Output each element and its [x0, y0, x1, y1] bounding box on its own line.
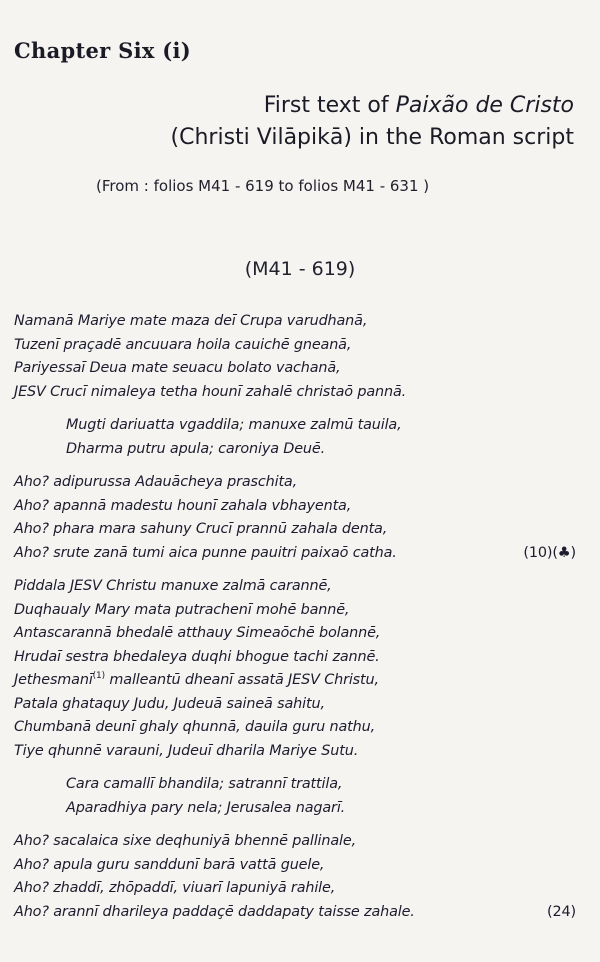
verse-line — [14, 901, 586, 925]
line-number: (24) — [547, 903, 576, 920]
verse-line — [14, 669, 586, 693]
title-italic: Paixão de Cristo — [395, 93, 574, 118]
verse-line: Namanā Mariye mate maza deī Crupa varudhanā, — [14, 313, 368, 329]
stanza — [14, 471, 586, 565]
verse-line: Aho? phara mara sahuny Crucī prannū zahala denta, — [14, 521, 388, 537]
verse-line: Aho? apannā madestu hounī zahala vbhayenta, — [14, 497, 352, 514]
verse-line: Aho? zhaddī, zhōpaddī, viuarī lapuniyā rahile, — [14, 880, 336, 896]
verse-line: Cara camallī bhandila; satrannī trattila, — [66, 776, 343, 792]
verse-line: Duqhaualy Mary mata putrachenī mohē bannē, — [14, 601, 350, 618]
verse-line: JESV Crucī nimaleya tetha hounī zahalē christaō pannā. — [14, 383, 407, 400]
refrain-stanza — [14, 414, 586, 461]
verse-line: Aho? adipurussa Adauācheya praschita, — [14, 474, 298, 490]
chapter-heading: Chapter Six (i) — [14, 38, 192, 63]
folio-heading: (M41 - 619) — [244, 258, 356, 280]
verse-line: Hrudaī sestra bhedaleya duqhi bhogue tachi zannē. — [14, 648, 380, 665]
verse-line: Dharma putru apula; caroniya Deuē. — [66, 440, 326, 457]
verse-line: Aho? apula guru sanddunī barā vattā guele, — [14, 856, 325, 873]
verse-line: Patala ghataquy Judu, Judeuā saineā sahitu, — [14, 695, 325, 712]
verse-line: Antascarannā bhedalē atthauy Simeaōchē bolannē, — [14, 625, 381, 641]
stanza — [14, 310, 586, 404]
verse-line: Tiye qhunnē varauni, Judeuī dharila Mariye Sutu. — [14, 742, 359, 759]
verse-text — [14, 310, 586, 934]
refrain-stanza — [14, 773, 586, 820]
verse-line-text: Aho? srute zanā tumi aica punne pauitri paixaō catha. — [14, 544, 397, 561]
verse-line: Mugti dariuatta vgaddila; manuxe zalmū tauila, — [66, 417, 402, 433]
stanza — [14, 575, 586, 763]
verse-line: Piddala JESV Christu manuxe zalmā carannē, — [14, 578, 332, 594]
verse-line-text: Aho? arannī dharileya paddaçē daddapaty taisse zahale. — [14, 903, 415, 920]
title-line-1 — [171, 90, 574, 122]
stanza — [14, 830, 586, 924]
line-number: (10)(♣) — [523, 544, 576, 561]
verse-line: Pariyessaī Deua mate seuacu bolato vachanā, — [14, 360, 341, 376]
verse-line: Tuzenī praçadē ancuuara hoila cauichē gneanā, — [14, 336, 352, 353]
verse-line-text: malleantū dheanī assatā JESV Christu, — [104, 672, 379, 688]
verse-line: Chumbanā deunī ghaly qhunnā, dauila guru nathu, — [14, 719, 376, 735]
verse-line-text: Jethesmanī — [14, 672, 93, 688]
title-line-2: (Christi Vilāpikā) in the Roman script — [170, 125, 574, 150]
page-title — [171, 90, 574, 154]
verse-line: Aparadhiya pary nela; Jerusalea nagarī. — [66, 799, 346, 816]
source-note: (From : folios M41 - 619 to folios M41 - 631 ) — [96, 177, 430, 195]
verse-line — [14, 542, 586, 566]
title-prefix: First text of — [263, 93, 396, 118]
verse-line: Aho? sacalaica sixe deqhuniyā bhennē pallinale, — [14, 833, 357, 849]
footnote-mark: (1) — [92, 671, 105, 682]
